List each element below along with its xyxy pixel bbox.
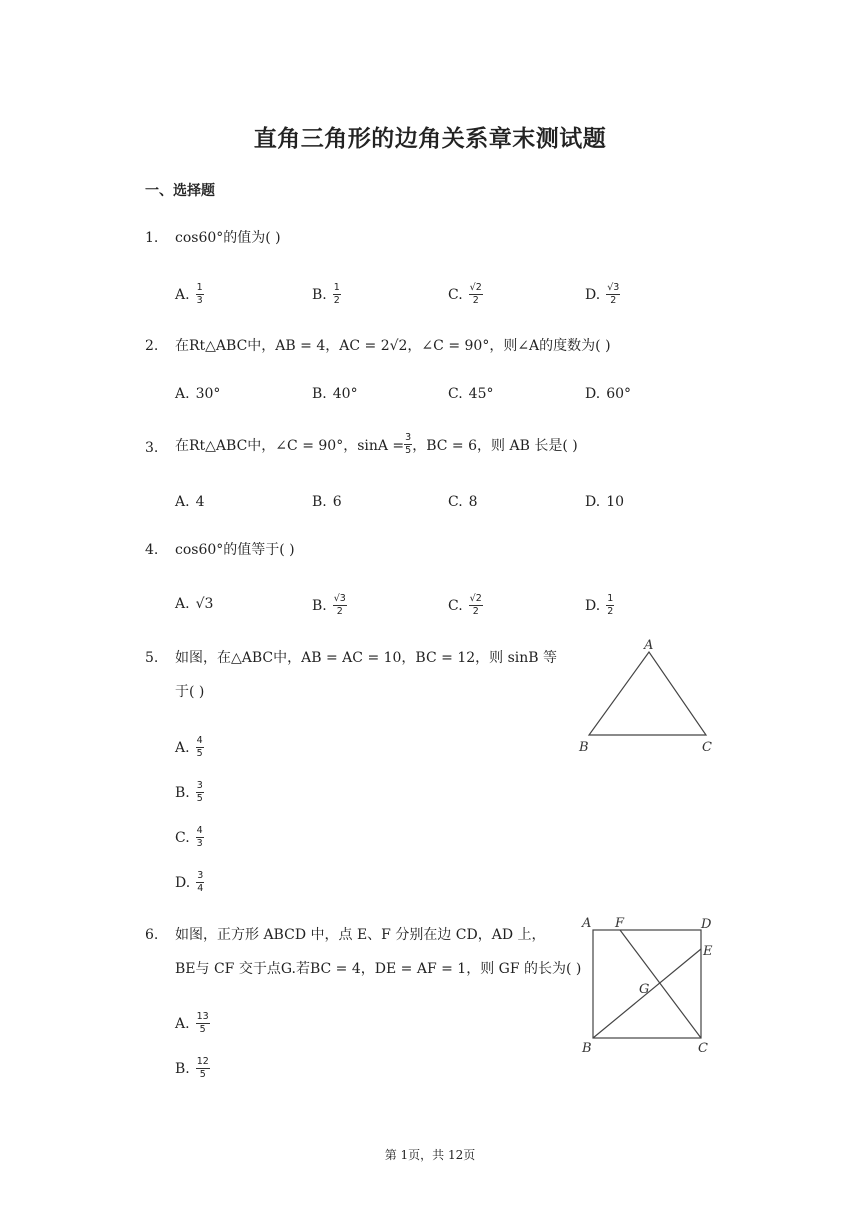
question-text: 在Rt△ABC中，∠C = 90°，sinA = $\frac{3}{5}$ ，BC = 6，则 AB 长是( ) xyxy=(175,432,578,456)
option-c: C. $\frac{√2}{2}$ xyxy=(448,282,482,306)
option-d: D. $\frac{√3}{2}$ xyxy=(585,282,620,306)
question-number: 4. xyxy=(145,542,159,558)
vertex-label-e: E xyxy=(703,944,713,959)
fraction: $\frac{1}{2}$ xyxy=(607,593,614,617)
fraction: $\frac{13}{5}$ xyxy=(196,1011,209,1035)
option-a: A. $\frac{4}{5}$ xyxy=(175,735,203,759)
question-text: 在Rt△ABC中，AB = 4，AC = 2√2，∠C = 90°，则∠A的度数为( ) xyxy=(175,338,611,354)
option-a: A. $\frac{1}{3}$ xyxy=(175,282,203,306)
fraction: $\frac{√3}{2}$ xyxy=(333,593,346,617)
fraction: $\frac{1}{3}$ xyxy=(196,282,203,306)
question-text-line2: 于( ) xyxy=(175,684,205,700)
question-number: 5. xyxy=(145,650,159,666)
option-c: C. $\frac{4}{3}$ xyxy=(175,825,203,849)
fraction: $\frac{4}{5}$ xyxy=(196,735,203,759)
option-d: D. $\frac{1}{2}$ xyxy=(585,593,614,617)
page-footer: 第 1页，共 12页 xyxy=(384,1148,476,1162)
square-figure xyxy=(577,912,727,1057)
page-title: 直角三角形的边角关系章末测试题 xyxy=(253,126,607,152)
vertex-label-a: A xyxy=(644,638,654,653)
vertex-label-c: C xyxy=(702,740,712,755)
triangle-abc xyxy=(589,652,706,735)
question-text: cos60°的值等于( ) xyxy=(175,542,295,558)
vertex-label-b: B xyxy=(579,740,589,755)
fraction: $\frac{3}{5}$ xyxy=(405,432,412,456)
question-text-line1: 如图，在△ABC中，AB = AC = 10，BC = 12，则 sinB 等 xyxy=(175,650,558,666)
vertex-label-g: G xyxy=(639,982,650,997)
fraction: $\frac{√2}{2}$ xyxy=(469,593,482,617)
option-b: B. $\frac{12}{5}$ xyxy=(175,1056,209,1080)
option-a: A. 30° xyxy=(175,386,221,402)
fraction: $\frac{√2}{2}$ xyxy=(469,282,482,306)
fraction: $\frac{4}{3}$ xyxy=(196,825,203,849)
option-c: C. 45° xyxy=(448,386,494,402)
option-a: A. $\frac{13}{5}$ xyxy=(175,1011,209,1035)
segment-cf xyxy=(620,930,701,1038)
vertex-label-d: D xyxy=(701,917,712,932)
fraction: $\frac{3}{5}$ xyxy=(196,780,203,804)
option-d: D. 60° xyxy=(585,386,632,402)
triangle-figure xyxy=(575,635,725,760)
fraction: $\frac{3}{4}$ xyxy=(197,870,204,894)
option-a: A. √3 xyxy=(175,596,214,612)
option-b: B. 40° xyxy=(312,386,358,402)
option-b: B. $\frac{√3}{2}$ xyxy=(312,593,346,617)
fraction: $\frac{√3}{2}$ xyxy=(607,282,620,306)
question-number: 3. xyxy=(145,440,159,456)
question-text: cos60°的值为( ) xyxy=(175,230,281,246)
option-c: C. $\frac{√2}{2}$ xyxy=(448,593,482,617)
question-number: 2. xyxy=(145,338,159,354)
section-heading: 一、选择题 xyxy=(145,183,215,199)
option-b: B. $\frac{3}{5}$ xyxy=(175,780,203,804)
fraction: $\frac{12}{5}$ xyxy=(196,1056,209,1080)
question-number: 1. xyxy=(145,230,159,246)
option-b: B. $\frac{1}{2}$ xyxy=(312,282,340,306)
option-d: D. $\frac{3}{4}$ xyxy=(175,870,204,894)
question-text-line1: 如图，正方形 ABCD 中，点 E、F 分别在边 CD，AD 上， xyxy=(175,927,546,943)
vertex-label-f: F xyxy=(615,916,625,931)
vertex-label-b: B xyxy=(582,1041,592,1056)
option-c: C. 8 xyxy=(448,494,478,510)
option-d: D. 10 xyxy=(585,494,625,510)
fraction: $\frac{1}{2}$ xyxy=(333,282,340,306)
question-number: 6. xyxy=(145,927,159,943)
option-b: B. 6 xyxy=(312,494,342,510)
option-a: A. 4 xyxy=(175,494,205,510)
vertex-label-a: A xyxy=(582,916,592,931)
question-text-line2: BE与 CF 交于点G.若BC = 4，DE = AF = 1，则 GF 的长为( ) xyxy=(175,961,582,977)
vertex-label-c: C xyxy=(698,1041,708,1056)
